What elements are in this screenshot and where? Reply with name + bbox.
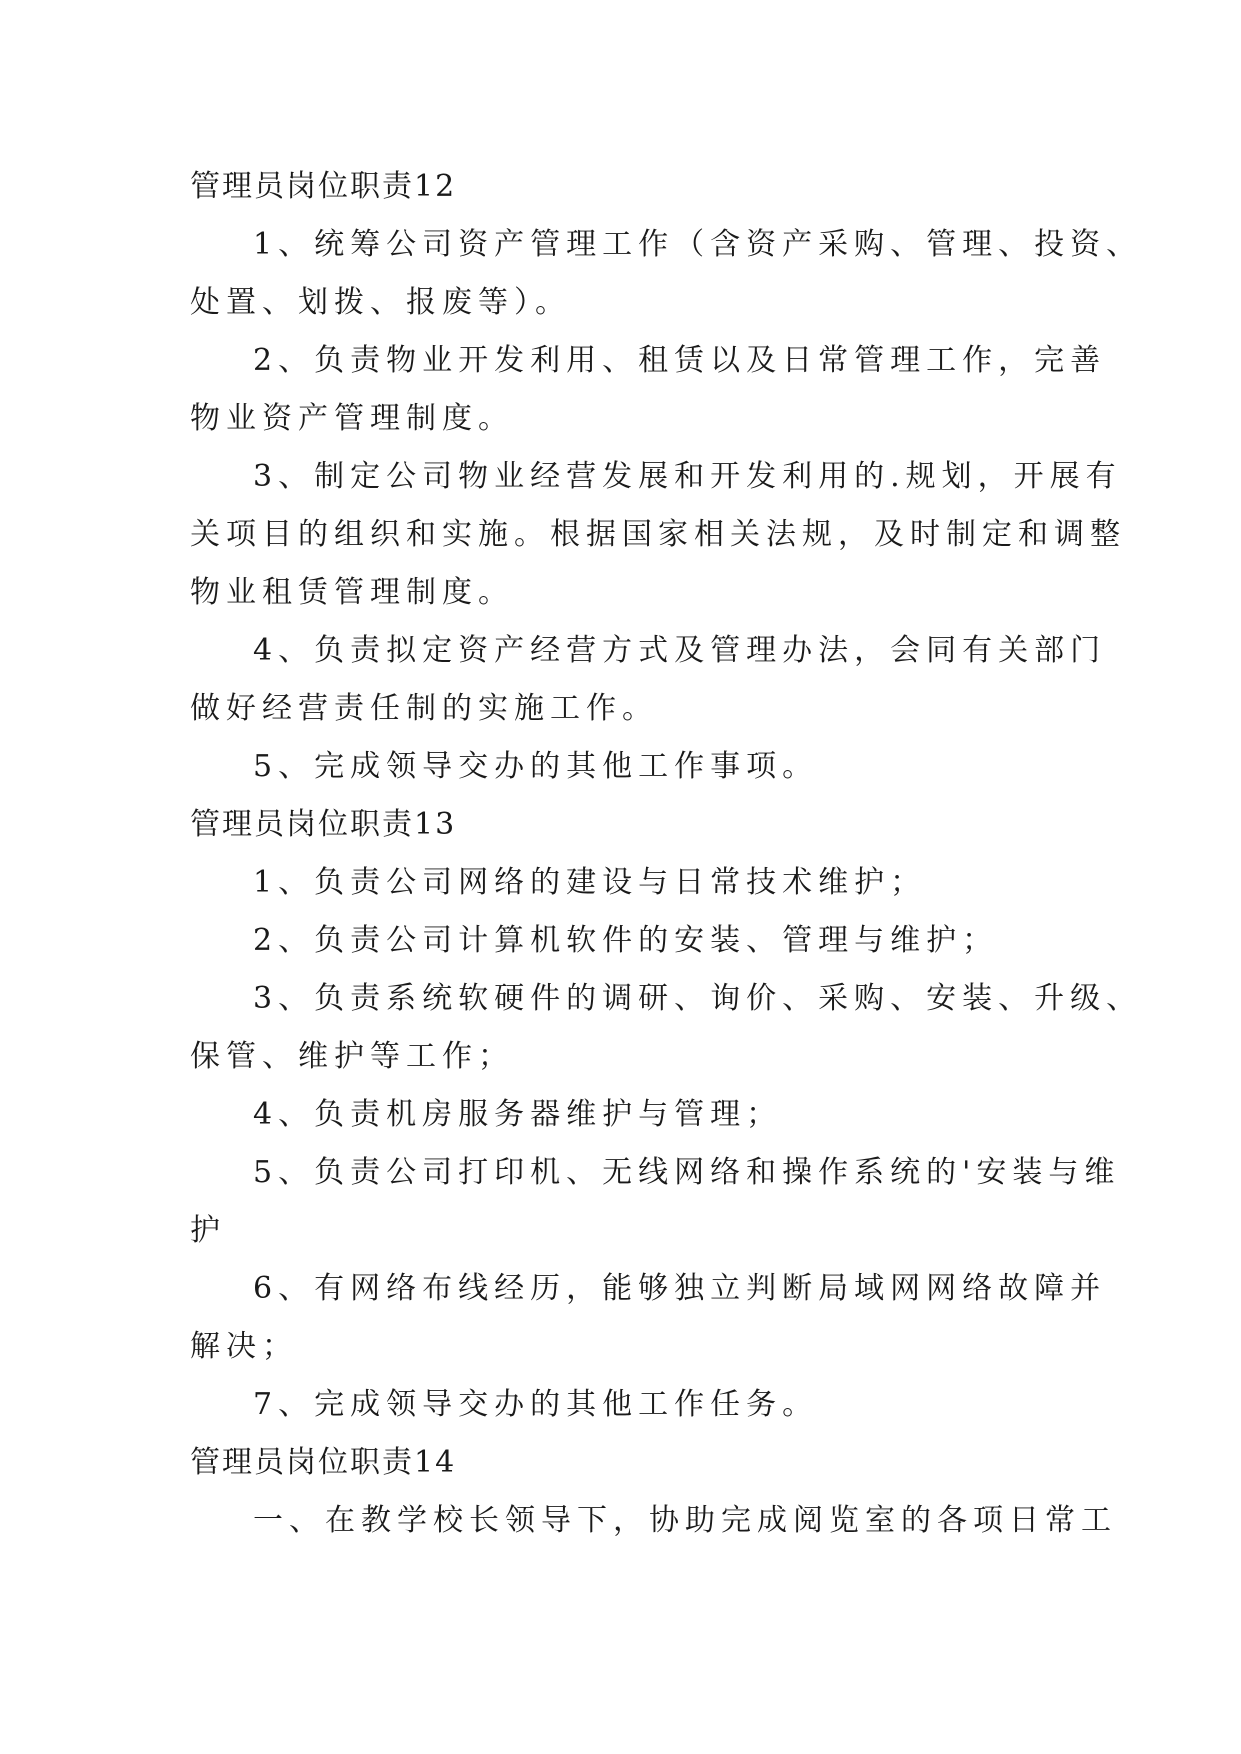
paragraph-line: 处置、划拨、报废等）。: [190, 285, 571, 320]
paragraph-line: 4、负责机房服务器维护与管理；: [253, 1097, 783, 1132]
paragraph-line: 3、负责系统软硬件的调研、询价、采购、安装、升级、: [253, 981, 1143, 1016]
paragraph-line: 解决；: [190, 1329, 298, 1364]
paragraph-line: 物业资产管理制度。: [190, 401, 514, 436]
paragraph-line: 1、统筹公司资产管理工作（含资产采购、管理、投资、: [253, 227, 1143, 262]
section-heading: 管理员岗位职责13: [190, 807, 457, 842]
paragraph-line: 5、完成领导交办的其他工作事项。: [253, 749, 819, 784]
paragraph-line: 2、负责公司计算机软件的安装、管理与维护；: [253, 923, 999, 958]
paragraph-line: 6、有网络布线经历，能够独立判断局域网网络故障并: [253, 1271, 1107, 1306]
section-heading: 管理员岗位职责14: [190, 1445, 457, 1480]
paragraph-line: 物业租赁管理制度。: [190, 575, 514, 610]
section-heading: 管理员岗位职责12: [190, 169, 457, 204]
paragraph-line: 一、在教学校长领导下，协助完成阅览室的各项日常工: [253, 1503, 1117, 1538]
paragraph-line: 3、制定公司物业经营发展和开发利用的.规划，开展有: [253, 459, 1122, 494]
paragraph-line: 1、负责公司网络的建设与日常技术维护；: [253, 865, 927, 900]
paragraph-line: 做好经营责任制的实施工作。: [190, 691, 658, 726]
paragraph-line: 护: [190, 1213, 226, 1248]
paragraph-line: 4、负责拟定资产经营方式及管理办法，会同有关部门: [253, 633, 1107, 668]
paragraph-line: 7、完成领导交办的其他工作任务。: [253, 1387, 819, 1422]
paragraph-line: 2、负责物业开发利用、租赁以及日常管理工作，完善: [253, 343, 1107, 378]
paragraph-line: 5、负责公司打印机、无线网络和操作系统的'安装与维: [253, 1155, 1121, 1190]
paragraph-line: 保管、维护等工作；: [190, 1039, 514, 1074]
paragraph-line: 关项目的组织和实施。根据国家相关法规，及时制定和调整: [190, 517, 1126, 552]
